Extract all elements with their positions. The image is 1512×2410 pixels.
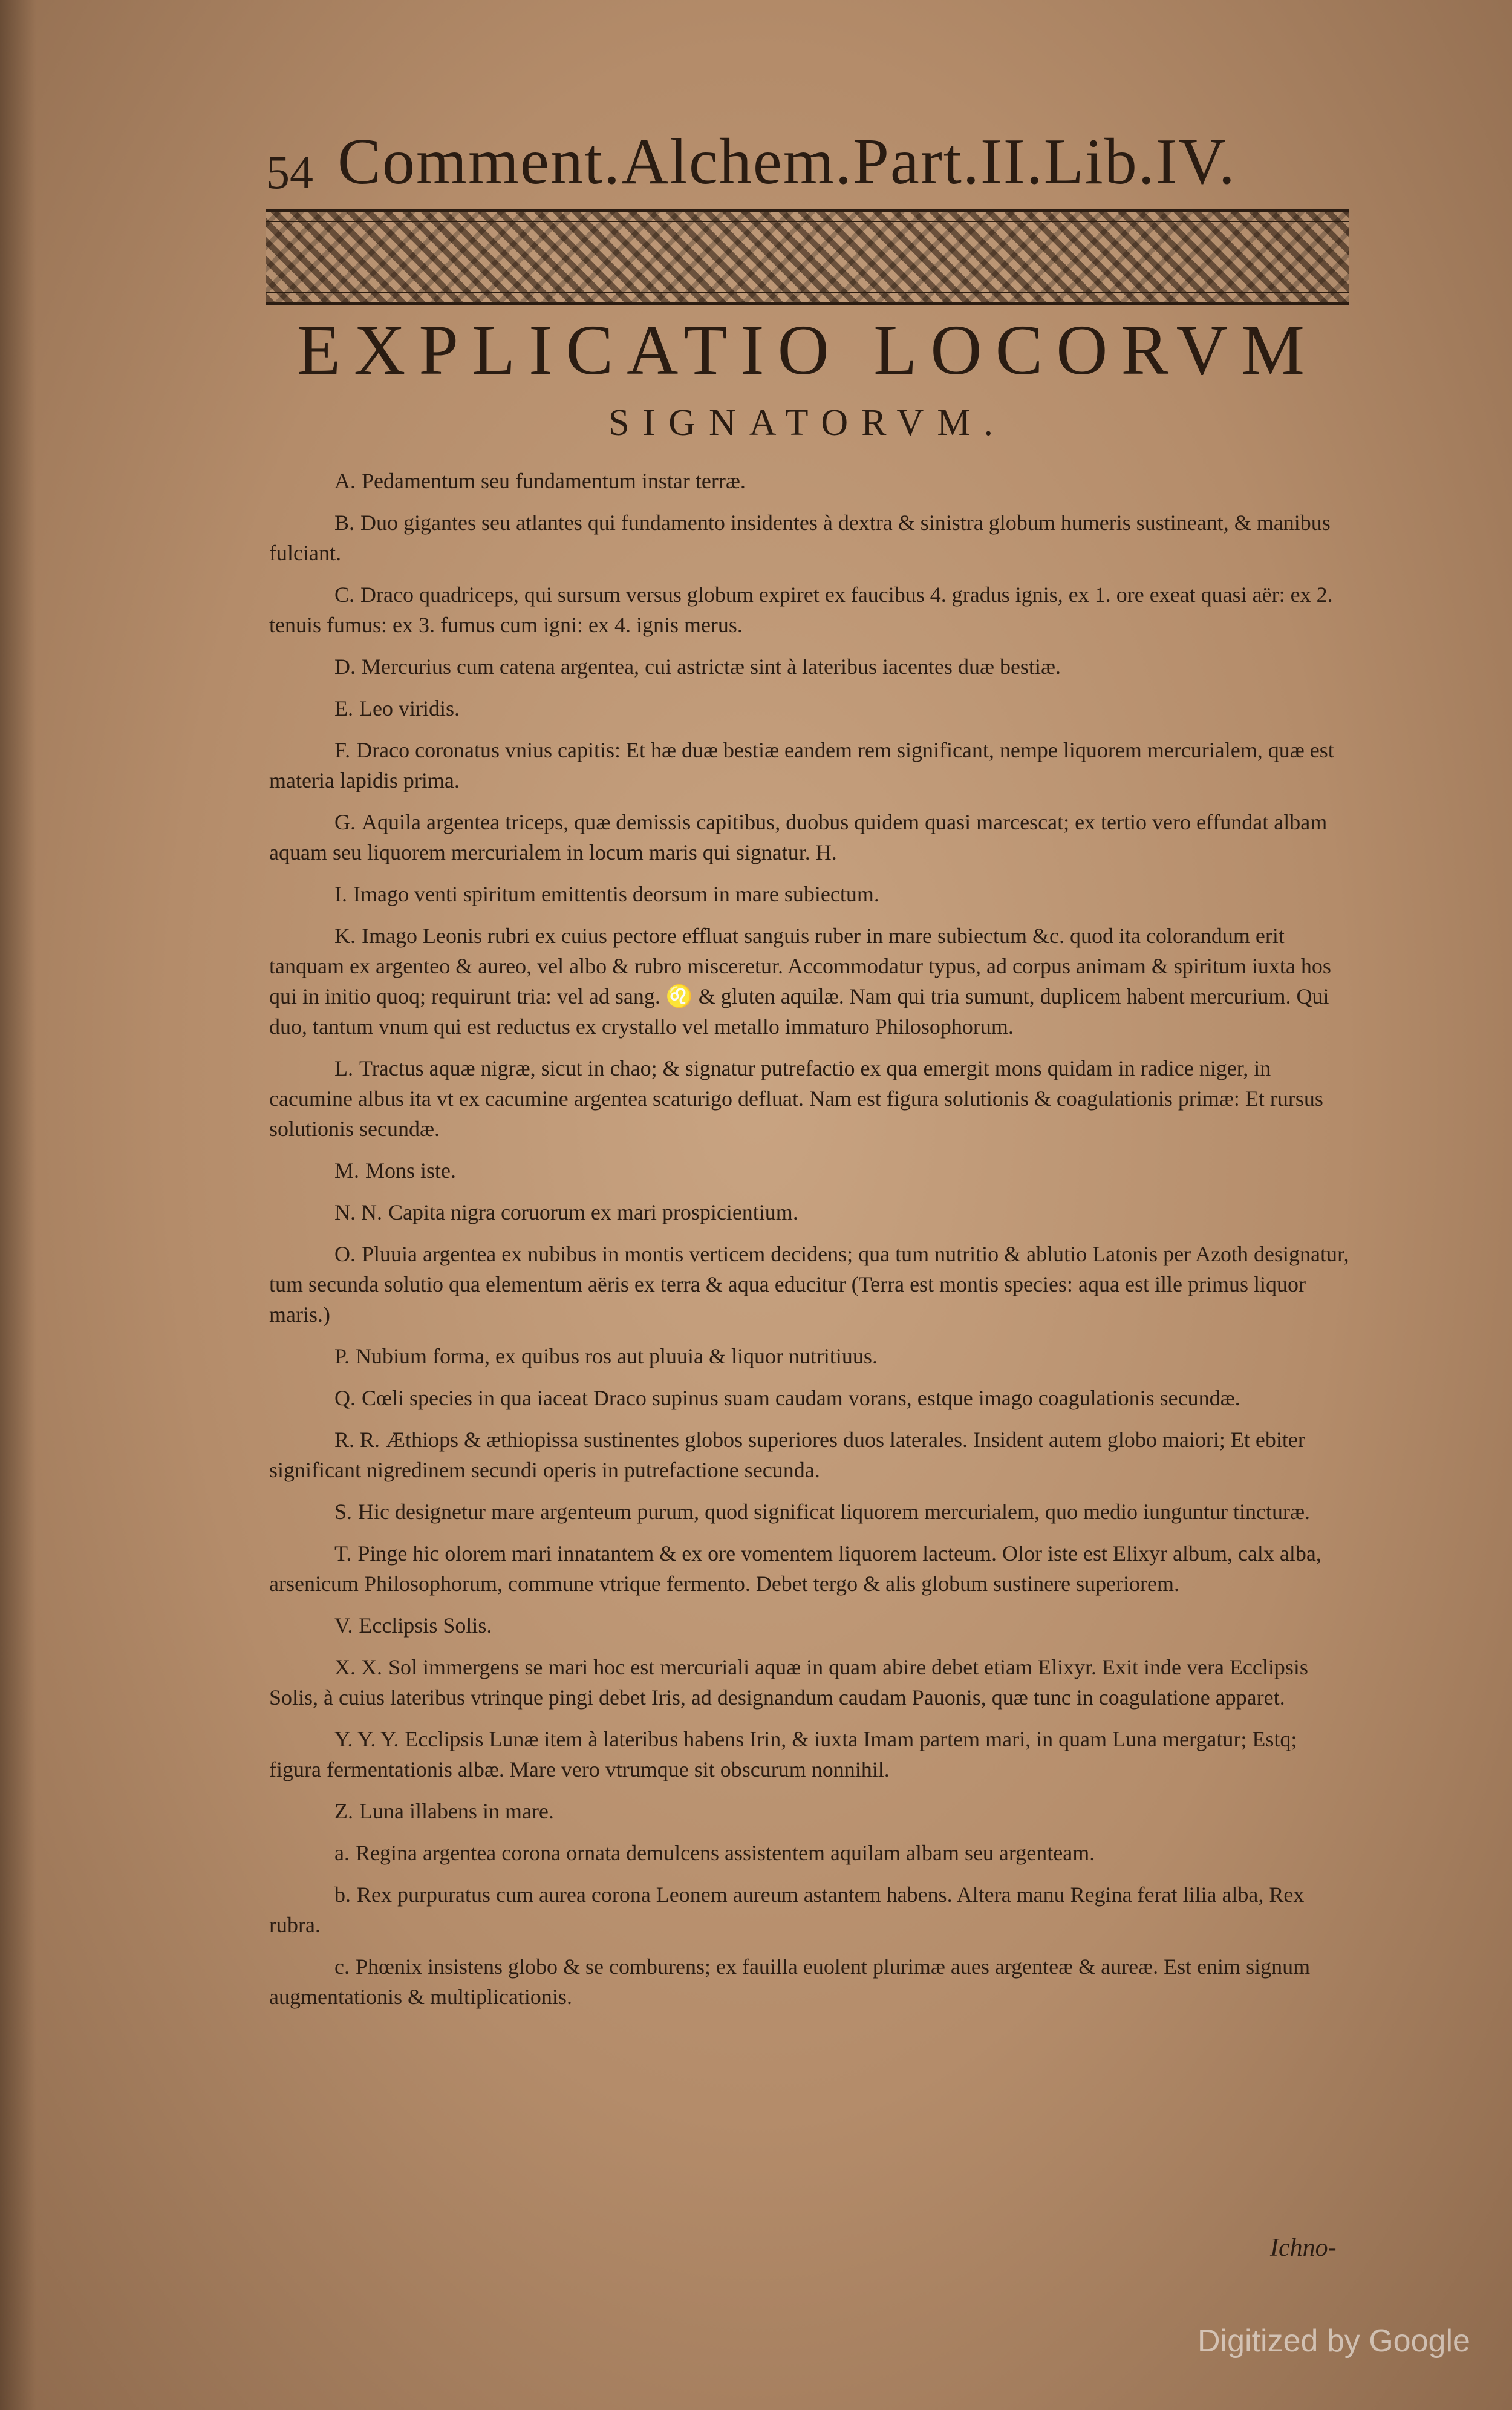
entry-label: B. bbox=[334, 511, 355, 535]
entry-text: Mons iste. bbox=[365, 1158, 457, 1183]
entry-text: Nubium forma, ex quibus ros aut pluuia & liquor nutritiuus. bbox=[356, 1344, 878, 1368]
entry-text: Capita nigra coruorum ex mari prospicientium. bbox=[388, 1200, 798, 1224]
entry-label: V. bbox=[334, 1613, 353, 1638]
entry-label: Y. Y. Y. bbox=[334, 1727, 399, 1751]
entry-label: O. bbox=[334, 1242, 356, 1266]
section-subtitle: SIGNATORVM. bbox=[608, 402, 1006, 443]
entry-text: Cœli species in qua iaceat Draco supinus suam caudam vorans, estque imago coagulationis secundæ. bbox=[362, 1386, 1240, 1410]
legend-entry bbox=[269, 1796, 1352, 1826]
entry-label: c. bbox=[334, 1954, 350, 1979]
entry-text: Pinge hic olorem mari innatantem & ex ore vomentem liquorem lacteum. Olor iste est Elixyr album, calx alba, arsenicum Philosophorum, commune vtrique fermento. Debet tergo & alis globum sustinere superiorem. bbox=[269, 1541, 1321, 1596]
entry-label: D. bbox=[334, 655, 356, 679]
entry-label: C. bbox=[334, 583, 355, 607]
entry-text: Pluuia argentea ex nubibus in montis verticem decidens; qua tum nutritio & ablutio Latonis per Azoth designatur, tum secunda solutio qua elementum aëris ex terra & aqua educitur (Terra est montis species: aqua est ille primus liquor maris.) bbox=[269, 1242, 1349, 1327]
entry-text: Imago venti spiritum emittentis deorsum in mare subiectum. bbox=[353, 882, 879, 906]
section-title: EXPLICATIO LOCORVM bbox=[297, 310, 1318, 390]
legend-entry bbox=[269, 1239, 1352, 1330]
entry-text: Sol immergens se mari hoc est mercuriali aquæ in quam abire debet etiam Elixyr. Exit inde vera Ecclipsis Solis, à cuius lateribus vtrinque pingi debet Iris, ad designandum caudam Pauonis, quæ tunc in coagulatione apparet. bbox=[269, 1655, 1308, 1710]
legend-entry bbox=[269, 735, 1352, 795]
entry-text: Æthiops & æthiopissa sustinentes globos superiores duos laterales. Insident autem globo maiori; Et ebiter significant nigredinem secundi operis in putrefactione secunda. bbox=[269, 1428, 1305, 1482]
legend-entry bbox=[269, 1425, 1352, 1485]
entry-label: K. bbox=[334, 924, 356, 948]
entry-text: Ecclipsis Lunæ item à lateribus habens Irin, & iuxta Imam partem mari, in quam Luna mergatur; Estq; figura fermentationis albæ. Mare vero vtrumque sit obscurum nonnihil. bbox=[269, 1727, 1297, 1781]
entry-label: X. X. bbox=[334, 1655, 382, 1679]
entry-text: Duo gigantes seu atlantes qui fundamento insidentes à dextra & sinistra globum humeris sustineant, & manibus fulciant. bbox=[269, 511, 1331, 565]
legend-entry bbox=[269, 1341, 1352, 1371]
entry-label: Z. bbox=[334, 1799, 353, 1823]
legend-entry bbox=[269, 466, 1352, 496]
entry-text: Rex purpuratus cum aurea corona Leonem aureum astantem habens. Altera manu Regina ferat lilia alba, Rex rubra. bbox=[269, 1883, 1305, 1937]
legend-entry bbox=[269, 1724, 1352, 1785]
entry-label: F. bbox=[334, 738, 351, 762]
entry-list bbox=[269, 466, 1352, 2023]
legend-entry bbox=[269, 1951, 1352, 2012]
entry-label: T. bbox=[334, 1541, 352, 1566]
legend-entry bbox=[269, 1652, 1352, 1713]
entry-text: Draco quadriceps, qui sursum versus globum expiret ex faucibus 4. gradus ignis, ex 1. ore exeat quasi aër: ex 2. tenuis fumus: ex 3. fumus cum igni: ex 4. ignis merus. bbox=[269, 583, 1333, 637]
entry-label: S. bbox=[334, 1500, 353, 1524]
entry-label: M. bbox=[334, 1158, 360, 1183]
entry-text: Regina argentea corona ornata demulcens assistentem aquilam albam seu argenteam. bbox=[355, 1841, 1095, 1865]
entry-text: Hic designetur mare argenteum purum, quod significat liquorem mercurialem, quo medio iunguntur tincturæ. bbox=[358, 1500, 1310, 1524]
page-header bbox=[266, 121, 1349, 200]
entry-label: N. N. bbox=[334, 1200, 382, 1224]
legend-entry bbox=[269, 1053, 1352, 1144]
entry-label: Q. bbox=[334, 1386, 356, 1410]
entry-label: A. bbox=[334, 469, 356, 493]
legend-entry bbox=[269, 1838, 1352, 1868]
legend-entry bbox=[269, 1155, 1352, 1186]
entry-text: Ecclipsis Solis. bbox=[359, 1613, 492, 1638]
entry-text: Pedamentum seu fundamentum instar terræ. bbox=[362, 469, 746, 493]
entry-label: b. bbox=[334, 1883, 351, 1907]
entry-text: Mercurius cum catena argentea, cui astrictæ sint à lateribus iacentes duæ bestiæ. bbox=[362, 655, 1061, 679]
entry-text: Draco coronatus vnius capitis: Et hæ duæ bestiæ eandem rem significant, nempe liquorem mercurialem, quæ est materia lapidis prima. bbox=[269, 738, 1334, 792]
legend-entry bbox=[269, 1383, 1352, 1413]
catchword: Ichno- bbox=[1270, 2234, 1337, 2262]
decorative-headpiece bbox=[266, 209, 1349, 305]
entry-label: P. bbox=[334, 1344, 350, 1368]
entry-text: Luna illabens in mare. bbox=[359, 1799, 554, 1823]
legend-entry bbox=[269, 1497, 1352, 1527]
entry-label: G. bbox=[334, 810, 356, 834]
entry-text: Leo viridis. bbox=[359, 696, 460, 720]
entry-text: Aquila argentea triceps, quæ demissis capitibus, duobus quidem quasi marcescat; ex tertio vero effundat albam aquam seu liquorem mercurialem in locum maris qui signatur. H. bbox=[269, 810, 1328, 864]
legend-entry bbox=[269, 879, 1352, 909]
entry-label: E. bbox=[334, 696, 353, 720]
legend-entry bbox=[269, 1879, 1352, 1940]
entry-label: R. R. bbox=[334, 1428, 380, 1452]
legend-entry bbox=[269, 1197, 1352, 1227]
entry-label: L. bbox=[334, 1056, 353, 1080]
page-number: 54 bbox=[266, 146, 313, 198]
legend-entry bbox=[269, 508, 1352, 568]
legend-entry bbox=[269, 651, 1352, 682]
legend-entry bbox=[269, 1538, 1352, 1599]
page-gutter-shadow bbox=[0, 0, 36, 2410]
legend-entry bbox=[269, 580, 1352, 640]
legend-entry bbox=[269, 921, 1352, 1042]
headpiece-border bbox=[266, 221, 1349, 293]
entry-text: Imago Leonis rubri ex cuius pectore effluat sanguis ruber in mare subiectum &c. quod ita colorandum erit tanquam ex argenteo & aureo, vel albo & rubro misceretur. Accommodatur typus, ad corpus animam & spiritum iuxta hos qui in initio quoq; requirunt tria: vel ad sang. ♌ & gluten aquilæ. Nam qui tria sumunt, duplicem habent mercurium. Qui duo, tantum vnum qui est reductus ex crystallo vel metallo immaturo Philosophorum. bbox=[269, 924, 1331, 1039]
legend-entry bbox=[269, 1610, 1352, 1641]
legend-entry bbox=[269, 693, 1352, 723]
entry-label: a. bbox=[334, 1841, 350, 1865]
watermark: Digitized by Google bbox=[1198, 2323, 1470, 2359]
running-title: Comment.Alchem.Part.II.Lib.IV. bbox=[337, 126, 1236, 198]
legend-entry bbox=[269, 807, 1352, 867]
entry-text: Phœnix insistens globo & se comburens; ex fauilla euolent plurimæ aues argenteæ & aureæ. Est enim signum augmentationis & multiplicationis. bbox=[269, 1954, 1311, 2009]
entry-label: I. bbox=[334, 882, 347, 906]
entry-text: Tractus aquæ nigræ, sicut in chao; & signatur putrefactio ex qua emergit mons quidam in radice niger, in cacumine albus ita vt ex cacumine argentea scaturigo defluat. Nam est figura solutionis & coagulationis primæ: Et rursus solutionis secundæ. bbox=[269, 1056, 1323, 1141]
